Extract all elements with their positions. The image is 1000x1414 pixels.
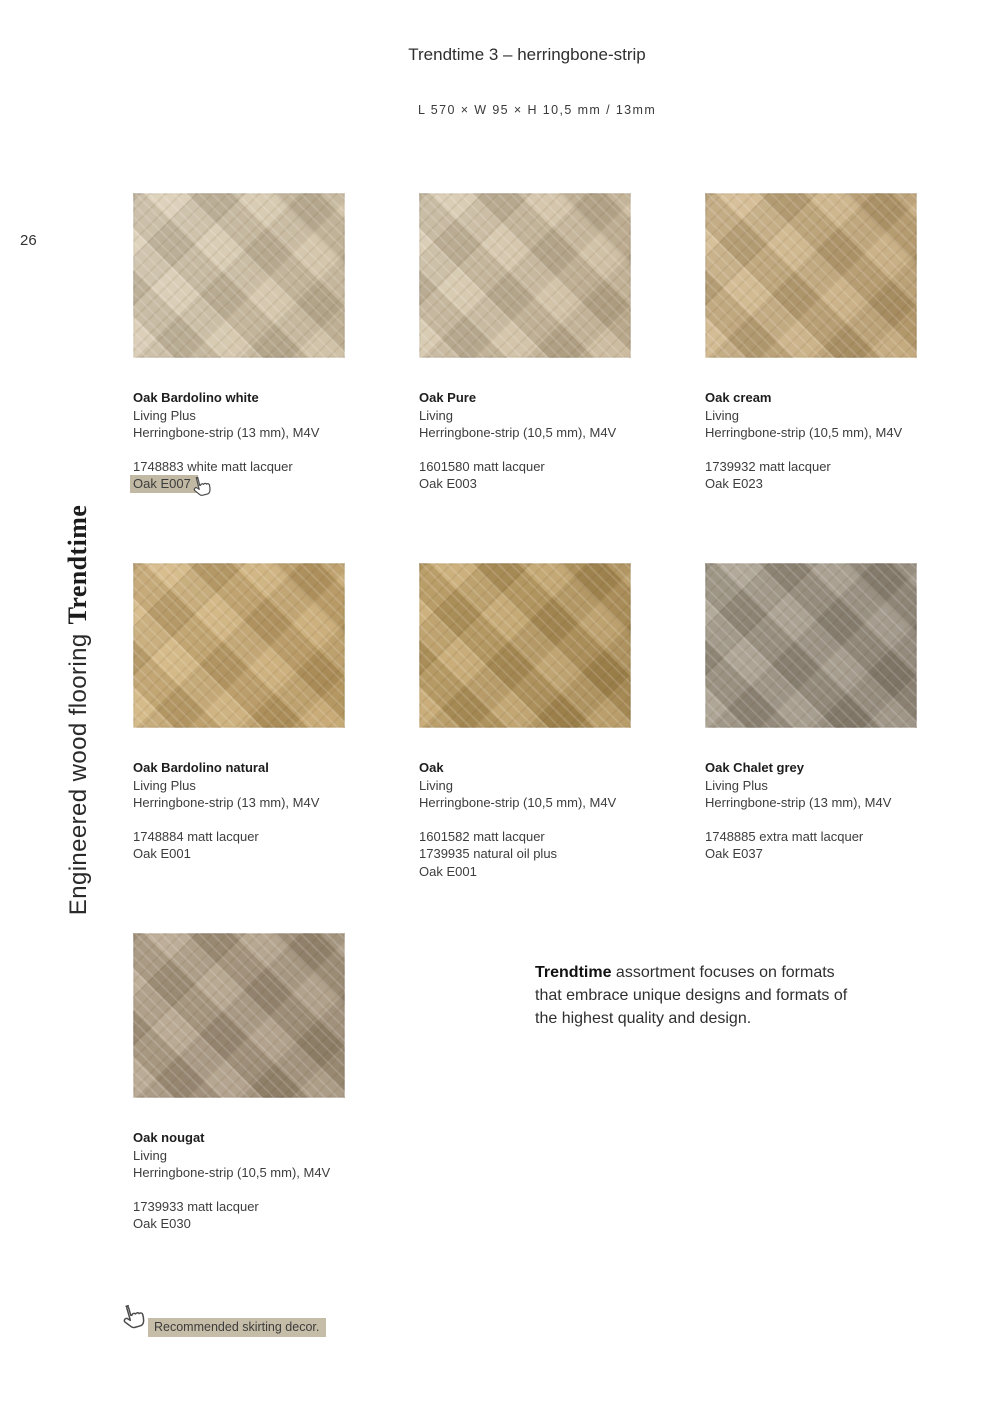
product-article: 1748885 extra matt lacquer bbox=[705, 828, 864, 844]
product-format: Herringbone-strip (10,5 mm), M4V bbox=[133, 1165, 331, 1180]
skirting-decor-label: Recommended skirting decor. bbox=[148, 1318, 326, 1337]
hand-cursor-icon bbox=[187, 473, 215, 507]
product-article: 1748884 matt lacquer bbox=[133, 828, 259, 844]
product-card bbox=[705, 193, 917, 563]
page-title: Trendtime 3 – herringbone-strip bbox=[408, 45, 646, 64]
product-range: Living bbox=[705, 407, 739, 423]
product-decor-line bbox=[705, 845, 763, 863]
product-format: Herringbone-strip (13 mm), M4V bbox=[133, 425, 320, 440]
product-swatch-image bbox=[705, 193, 917, 358]
product-articles bbox=[419, 458, 631, 476]
product-decor-code: Oak E023 bbox=[705, 476, 763, 491]
product-name: Oak cream bbox=[705, 390, 772, 405]
product-info bbox=[705, 389, 917, 493]
product-articles bbox=[705, 828, 917, 846]
product-article: 1739935 natural oil plus bbox=[419, 846, 558, 861]
product-format: Herringbone-strip (10,5 mm), M4V bbox=[705, 425, 903, 440]
product-card bbox=[705, 563, 917, 933]
product-decor-code[interactable]: Oak E007 bbox=[130, 475, 198, 493]
product-name: Oak Pure bbox=[419, 390, 477, 405]
product-range: Living Plus bbox=[133, 407, 196, 423]
product-info bbox=[133, 1129, 345, 1233]
product-range: Living Plus bbox=[133, 777, 196, 793]
product-format: Herringbone-strip (13 mm), M4V bbox=[133, 795, 320, 810]
product-card bbox=[133, 193, 345, 563]
product-articles bbox=[419, 828, 631, 863]
product-info bbox=[133, 759, 345, 863]
product-format: Herringbone-strip (10,5 mm), M4V bbox=[419, 425, 617, 440]
product-articles bbox=[133, 1198, 345, 1216]
product-swatch-image bbox=[705, 563, 917, 728]
product-info bbox=[419, 759, 631, 880]
product-article: 1739932 matt lacquer bbox=[705, 458, 831, 474]
product-name: Oak Chalet grey bbox=[705, 760, 804, 775]
product-decor-line bbox=[133, 475, 198, 493]
product-name: Oak Bardolino natural bbox=[133, 760, 269, 775]
product-decor-line bbox=[419, 863, 477, 881]
hand-cursor-icon bbox=[115, 1300, 151, 1341]
vertical-label-brand: Trendtime bbox=[63, 504, 92, 625]
product-card bbox=[133, 563, 345, 933]
product-card bbox=[419, 193, 631, 563]
vertical-label-prefix: Engineered wood flooring bbox=[65, 633, 92, 916]
product-range: Living bbox=[133, 1147, 167, 1163]
product-decor-code: Oak E001 bbox=[133, 846, 191, 861]
product-articles bbox=[133, 458, 345, 476]
product-name: Oak Bardolino white bbox=[133, 390, 259, 405]
product-grid bbox=[133, 193, 917, 1303]
assortment-note bbox=[535, 961, 857, 1030]
skirting-decor-link[interactable] bbox=[119, 1303, 326, 1338]
product-decor-code: Oak E030 bbox=[133, 1216, 191, 1231]
product-swatch-image bbox=[133, 193, 345, 358]
note-lead: Trendtime bbox=[535, 964, 612, 981]
product-card bbox=[419, 563, 631, 933]
product-info bbox=[133, 389, 345, 493]
product-swatch-image bbox=[419, 193, 631, 358]
product-article: 1601582 matt lacquer bbox=[419, 828, 545, 844]
product-name: Oak bbox=[419, 760, 444, 775]
product-decor-line bbox=[133, 845, 191, 863]
page-number: 26 bbox=[20, 232, 37, 249]
product-decor-line bbox=[705, 475, 763, 493]
product-article: 1739933 matt lacquer bbox=[133, 1198, 259, 1214]
product-format: Herringbone-strip (10,5 mm), M4V bbox=[419, 795, 617, 810]
product-range: Living bbox=[419, 777, 453, 793]
note-text: assortment focuses on formats that embrace unique designs and formats of the highest quality and design. bbox=[535, 964, 848, 1027]
product-dimensions: L 570 × W 95 × H 10,5 mm / 13mm bbox=[418, 103, 657, 117]
product-swatch-image bbox=[133, 933, 345, 1098]
product-article: 1748883 white matt lacquer bbox=[133, 458, 293, 474]
product-info bbox=[419, 389, 631, 493]
product-swatch-image bbox=[419, 563, 631, 728]
product-decor-line bbox=[419, 475, 477, 493]
product-name: Oak nougat bbox=[133, 1130, 205, 1145]
product-card bbox=[133, 933, 345, 1303]
product-swatch-image bbox=[133, 563, 345, 728]
product-info bbox=[705, 759, 917, 863]
product-decor-code: Oak E001 bbox=[419, 863, 477, 879]
product-range: Living Plus bbox=[705, 777, 768, 793]
sidebar-vertical-label bbox=[63, 505, 93, 915]
product-format: Herringbone-strip (13 mm), M4V bbox=[705, 795, 892, 810]
product-range: Living bbox=[419, 407, 453, 423]
product-decor-code: Oak E003 bbox=[419, 476, 477, 491]
product-decor-line bbox=[133, 1215, 191, 1233]
product-articles bbox=[705, 458, 917, 476]
product-articles bbox=[133, 828, 345, 846]
product-article: 1601580 matt lacquer bbox=[419, 458, 545, 474]
product-decor-code: Oak E037 bbox=[705, 846, 763, 861]
